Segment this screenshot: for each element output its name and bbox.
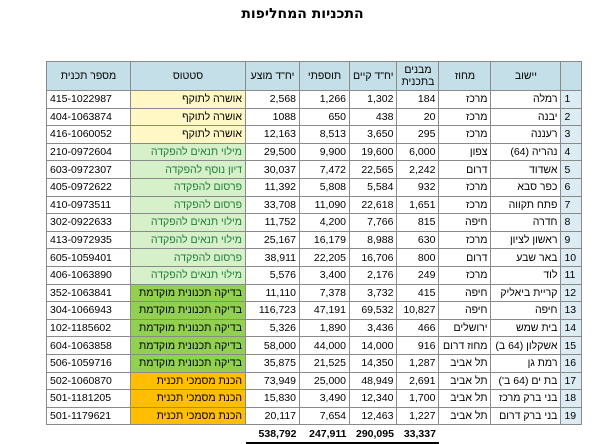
- cell-existing-units: 1,302: [350, 91, 397, 109]
- row-number: 1: [561, 91, 582, 109]
- cell-status: מילוי תנאים להפקדה: [131, 143, 246, 161]
- cell-buildings: 630: [397, 231, 439, 249]
- cell-plan-number: 302-0922633: [47, 214, 131, 232]
- table-row: [47, 372, 582, 390]
- cell-buildings: 1,287: [397, 354, 439, 372]
- cell-proposed-units: 12,163: [246, 126, 300, 144]
- row-number: 6: [561, 178, 582, 196]
- cell-status: בדיקה תכנונית מוקדמת: [131, 337, 246, 355]
- table-row: [47, 284, 582, 302]
- cell-status: הכנת מסמכי תכנית: [131, 390, 246, 408]
- cell-existing-units: 69,532: [350, 302, 397, 320]
- cell-existing-units: 3,732: [350, 284, 397, 302]
- cell-existing-units: 3,436: [350, 319, 397, 337]
- cell-city: לוד: [491, 266, 561, 284]
- cell-plan-number: 416-1060052: [47, 126, 131, 144]
- cell-city: בני ברק מרכז: [491, 390, 561, 408]
- cell-city: כפר סבא: [491, 178, 561, 196]
- cell-status: בדיקה תכנונית מוקדמת: [131, 354, 246, 372]
- cell-status: אושרה לתוקף: [131, 126, 246, 144]
- cell-proposed-units: 30,037: [246, 161, 300, 179]
- cell-city: קריית ביאליק: [491, 284, 561, 302]
- row-number: 3: [561, 126, 582, 144]
- table-row: [47, 196, 582, 214]
- cell-existing-units: 12,340: [350, 390, 397, 408]
- table-row: [47, 91, 582, 109]
- cell-existing-units: 19,600: [350, 143, 397, 161]
- cell-status: אושרה לתוקף: [131, 91, 246, 109]
- cell-buildings: 415: [397, 284, 439, 302]
- total-existing-units: 290,095: [350, 425, 397, 443]
- cell-proposed-units: 29,500: [246, 143, 300, 161]
- cell-status: מילוי תנאים להפקדה: [131, 231, 246, 249]
- cell-proposed-units: 1088: [246, 108, 300, 126]
- cell-existing-units: 48,949: [350, 372, 397, 390]
- cell-existing-units: 14,350: [350, 354, 397, 372]
- cell-district: מרכז: [439, 266, 491, 284]
- table-row: [47, 319, 582, 337]
- cell-plan-number: 502-1060870: [47, 372, 131, 390]
- header-row-number: [561, 62, 582, 91]
- cell-additional: 11,090: [300, 196, 350, 214]
- cell-proposed-units: 5,326: [246, 319, 300, 337]
- cell-proposed-units: 33,708: [246, 196, 300, 214]
- cell-plan-number: 406-1063890: [47, 266, 131, 284]
- row-number: 16: [561, 354, 582, 372]
- table-row: [47, 407, 582, 425]
- cell-status: פרסום להפקדה: [131, 249, 246, 267]
- cell-additional: 22,205: [300, 249, 350, 267]
- cell-city: רעננה: [491, 126, 561, 144]
- cell-existing-units: 5,584: [350, 178, 397, 196]
- cell-city: בני ברק דרום: [491, 407, 561, 425]
- cell-city: פתח תקווה: [491, 196, 561, 214]
- cell-plan-number: 501-1181205: [47, 390, 131, 408]
- cell-existing-units: 12,463: [350, 407, 397, 425]
- cell-buildings: 2,691: [397, 372, 439, 390]
- cell-proposed-units: 11,392: [246, 178, 300, 196]
- table-row: [47, 354, 582, 372]
- cell-city: בת ים (64 ב'): [491, 372, 561, 390]
- cell-existing-units: 3,650: [350, 126, 397, 144]
- cell-additional: 1,890: [300, 319, 350, 337]
- table-row: [47, 231, 582, 249]
- cell-plan-number: 413-0972935: [47, 231, 131, 249]
- cell-district: ירושלים: [439, 319, 491, 337]
- row-number: 19: [561, 407, 582, 425]
- cell-buildings: 800: [397, 249, 439, 267]
- cell-city: אשדוד: [491, 161, 561, 179]
- cell-district: מרכז: [439, 178, 491, 196]
- cell-proposed-units: 15,830: [246, 390, 300, 408]
- cell-district: חיפה: [439, 302, 491, 320]
- total-buildings: 33,337: [397, 425, 439, 443]
- cell-plan-number: 603-0972307: [47, 161, 131, 179]
- cell-status: מילוי תנאים להפקדה: [131, 266, 246, 284]
- cell-plan-number: 102-1185602: [47, 319, 131, 337]
- plans-table: [46, 61, 582, 444]
- cell-proposed-units: 25,167: [246, 231, 300, 249]
- header-status: סטטוס: [131, 62, 246, 91]
- cell-additional: 5,808: [300, 178, 350, 196]
- table-row: [47, 126, 582, 144]
- cell-additional: 7,654: [300, 407, 350, 425]
- cell-status: אושרה לתוקף: [131, 108, 246, 126]
- cell-district: תל אביב: [439, 372, 491, 390]
- table-row: [47, 214, 582, 232]
- cell-city: באר שבע: [491, 249, 561, 267]
- cell-additional: 7,472: [300, 161, 350, 179]
- row-number: 4: [561, 143, 582, 161]
- cell-status: הכנת מסמכי תכנית: [131, 407, 246, 425]
- cell-buildings: 1,651: [397, 196, 439, 214]
- header-buildings: מבנים בתכנית: [397, 62, 439, 91]
- cell-existing-units: 16,706: [350, 249, 397, 267]
- cell-plan-number: 604-1063858: [47, 337, 131, 355]
- header-additional: תוספתי: [300, 62, 350, 91]
- cell-status: פרסום להפקדה: [131, 178, 246, 196]
- cell-buildings: 184: [397, 91, 439, 109]
- cell-proposed-units: 2,568: [246, 91, 300, 109]
- cell-additional: 25,000: [300, 372, 350, 390]
- cell-existing-units: 438: [350, 108, 397, 126]
- cell-proposed-units: 5,576: [246, 266, 300, 284]
- row-number: 13: [561, 302, 582, 320]
- cell-district: תל אביב: [439, 354, 491, 372]
- cell-buildings: 10,827: [397, 302, 439, 320]
- cell-additional: 4,200: [300, 214, 350, 232]
- cell-existing-units: 14,000: [350, 337, 397, 355]
- page-title: התכניות המחליפות: [241, 6, 364, 22]
- cell-city: חדרה: [491, 214, 561, 232]
- cell-district: מרכז: [439, 108, 491, 126]
- cell-status: הכנת מסמכי תכנית: [131, 372, 246, 390]
- row-number: 14: [561, 319, 582, 337]
- cell-buildings: 815: [397, 214, 439, 232]
- table-row: [47, 249, 582, 267]
- row-number: 8: [561, 214, 582, 232]
- cell-existing-units: 7,766: [350, 214, 397, 232]
- cell-plan-number: 506-1059716: [47, 354, 131, 372]
- cell-buildings: 6,000: [397, 143, 439, 161]
- cell-district: חיפה: [439, 284, 491, 302]
- cell-additional: 3,490: [300, 390, 350, 408]
- cell-plan-number: 352-1063841: [47, 284, 131, 302]
- cell-district: מרכז: [439, 196, 491, 214]
- cell-city: נהריה (64): [491, 143, 561, 161]
- cell-status: בדיקה תכנונית מוקדמת: [131, 319, 246, 337]
- cell-district: צפון: [439, 143, 491, 161]
- cell-city: יבנה: [491, 108, 561, 126]
- cell-city: בית שמש: [491, 319, 561, 337]
- cell-district: תל אביב: [439, 407, 491, 425]
- cell-existing-units: 2,176: [350, 266, 397, 284]
- cell-city: רמת גן: [491, 354, 561, 372]
- cell-district: מרכז: [439, 126, 491, 144]
- cell-buildings: 20: [397, 108, 439, 126]
- cell-plan-number: 501-1179621: [47, 407, 131, 425]
- cell-district: מרכז: [439, 91, 491, 109]
- cell-district: חיפה: [439, 214, 491, 232]
- cell-plan-number: 404-1063874: [47, 108, 131, 126]
- cell-additional: 47,191: [300, 302, 350, 320]
- row-number: 11: [561, 266, 582, 284]
- cell-existing-units: 8,988: [350, 231, 397, 249]
- row-number: 18: [561, 390, 582, 408]
- cell-proposed-units: 35,875: [246, 354, 300, 372]
- cell-status: פרסום להפקדה: [131, 196, 246, 214]
- cell-plan-number: 304-1066943: [47, 302, 131, 320]
- cell-buildings: 2,242: [397, 161, 439, 179]
- cell-additional: 9,900: [300, 143, 350, 161]
- cell-buildings: 249: [397, 266, 439, 284]
- cell-district: דרום: [439, 249, 491, 267]
- row-number: 10: [561, 249, 582, 267]
- table-row: [47, 143, 582, 161]
- cell-buildings: 466: [397, 319, 439, 337]
- row-number: 12: [561, 284, 582, 302]
- cell-additional: 21,525: [300, 354, 350, 372]
- row-number: 2: [561, 108, 582, 126]
- cell-city: ראשון לציון: [491, 231, 561, 249]
- table-row: [47, 108, 582, 126]
- header-city: יישוב: [491, 62, 561, 91]
- header-row: [47, 62, 582, 91]
- cell-plan-number: 415-1022987: [47, 91, 131, 109]
- row-number: 9: [561, 231, 582, 249]
- header-plan-number: מספר תכנית: [47, 62, 131, 91]
- table-row: [47, 266, 582, 284]
- cell-additional: 44,000: [300, 337, 350, 355]
- cell-proposed-units: 20,117: [246, 407, 300, 425]
- cell-buildings: 932: [397, 178, 439, 196]
- row-number: 5: [561, 161, 582, 179]
- cell-city: רמלה: [491, 91, 561, 109]
- cell-proposed-units: 73,949: [246, 372, 300, 390]
- cell-status: בדיקה תכנונית מוקדמת: [131, 284, 246, 302]
- cell-buildings: 916: [397, 337, 439, 355]
- cell-proposed-units: 11,752: [246, 214, 300, 232]
- cell-district: תל אביב: [439, 390, 491, 408]
- cell-proposed-units: 11,110: [246, 284, 300, 302]
- cell-status: דיון נוסף להפקדה: [131, 161, 246, 179]
- row-number: 17: [561, 372, 582, 390]
- cell-city: חיפה: [491, 302, 561, 320]
- header-district: מחוז: [439, 62, 491, 91]
- cell-additional: 650: [300, 108, 350, 126]
- row-number: 15: [561, 337, 582, 355]
- total-proposed-units: 538,792: [246, 425, 300, 443]
- cell-buildings: 1,700: [397, 390, 439, 408]
- cell-plan-number: 210-0972604: [47, 143, 131, 161]
- cell-existing-units: 22,565: [350, 161, 397, 179]
- cell-additional: 8,513: [300, 126, 350, 144]
- cell-buildings: 295: [397, 126, 439, 144]
- cell-district: מרכז: [439, 231, 491, 249]
- table-row: [47, 390, 582, 408]
- cell-status: בדיקה תכנונית מוקדמת: [131, 302, 246, 320]
- header-existing-units: יח"ד קיים: [350, 62, 397, 91]
- cell-additional: 1,266: [300, 91, 350, 109]
- cell-plan-number: 605-1059401: [47, 249, 131, 267]
- cell-status: מילוי תנאים להפקדה: [131, 214, 246, 232]
- table-row: [47, 337, 582, 355]
- cell-existing-units: 22,618: [350, 196, 397, 214]
- table-row: [47, 178, 582, 196]
- cell-proposed-units: 116,723: [246, 302, 300, 320]
- total-additional: 247,911: [300, 425, 350, 443]
- cell-additional: 3,400: [300, 266, 350, 284]
- cell-district: דרום: [439, 161, 491, 179]
- cell-additional: 7,378: [300, 284, 350, 302]
- cell-proposed-units: 38,911: [246, 249, 300, 267]
- cell-plan-number: 410-0973511: [47, 196, 131, 214]
- table-row: [47, 302, 582, 320]
- cell-city: אשקלון (64 ב): [491, 337, 561, 355]
- cell-buildings: 1,227: [397, 407, 439, 425]
- cell-district: מחוז דרום: [439, 337, 491, 355]
- header-proposed-units: יח"ד מוצע: [246, 62, 300, 91]
- row-number: 7: [561, 196, 582, 214]
- cell-plan-number: 405-0972622: [47, 178, 131, 196]
- cell-proposed-units: 58,000: [246, 337, 300, 355]
- cell-additional: 16,179: [300, 231, 350, 249]
- totals-row: [47, 425, 582, 443]
- table-row: [47, 161, 582, 179]
